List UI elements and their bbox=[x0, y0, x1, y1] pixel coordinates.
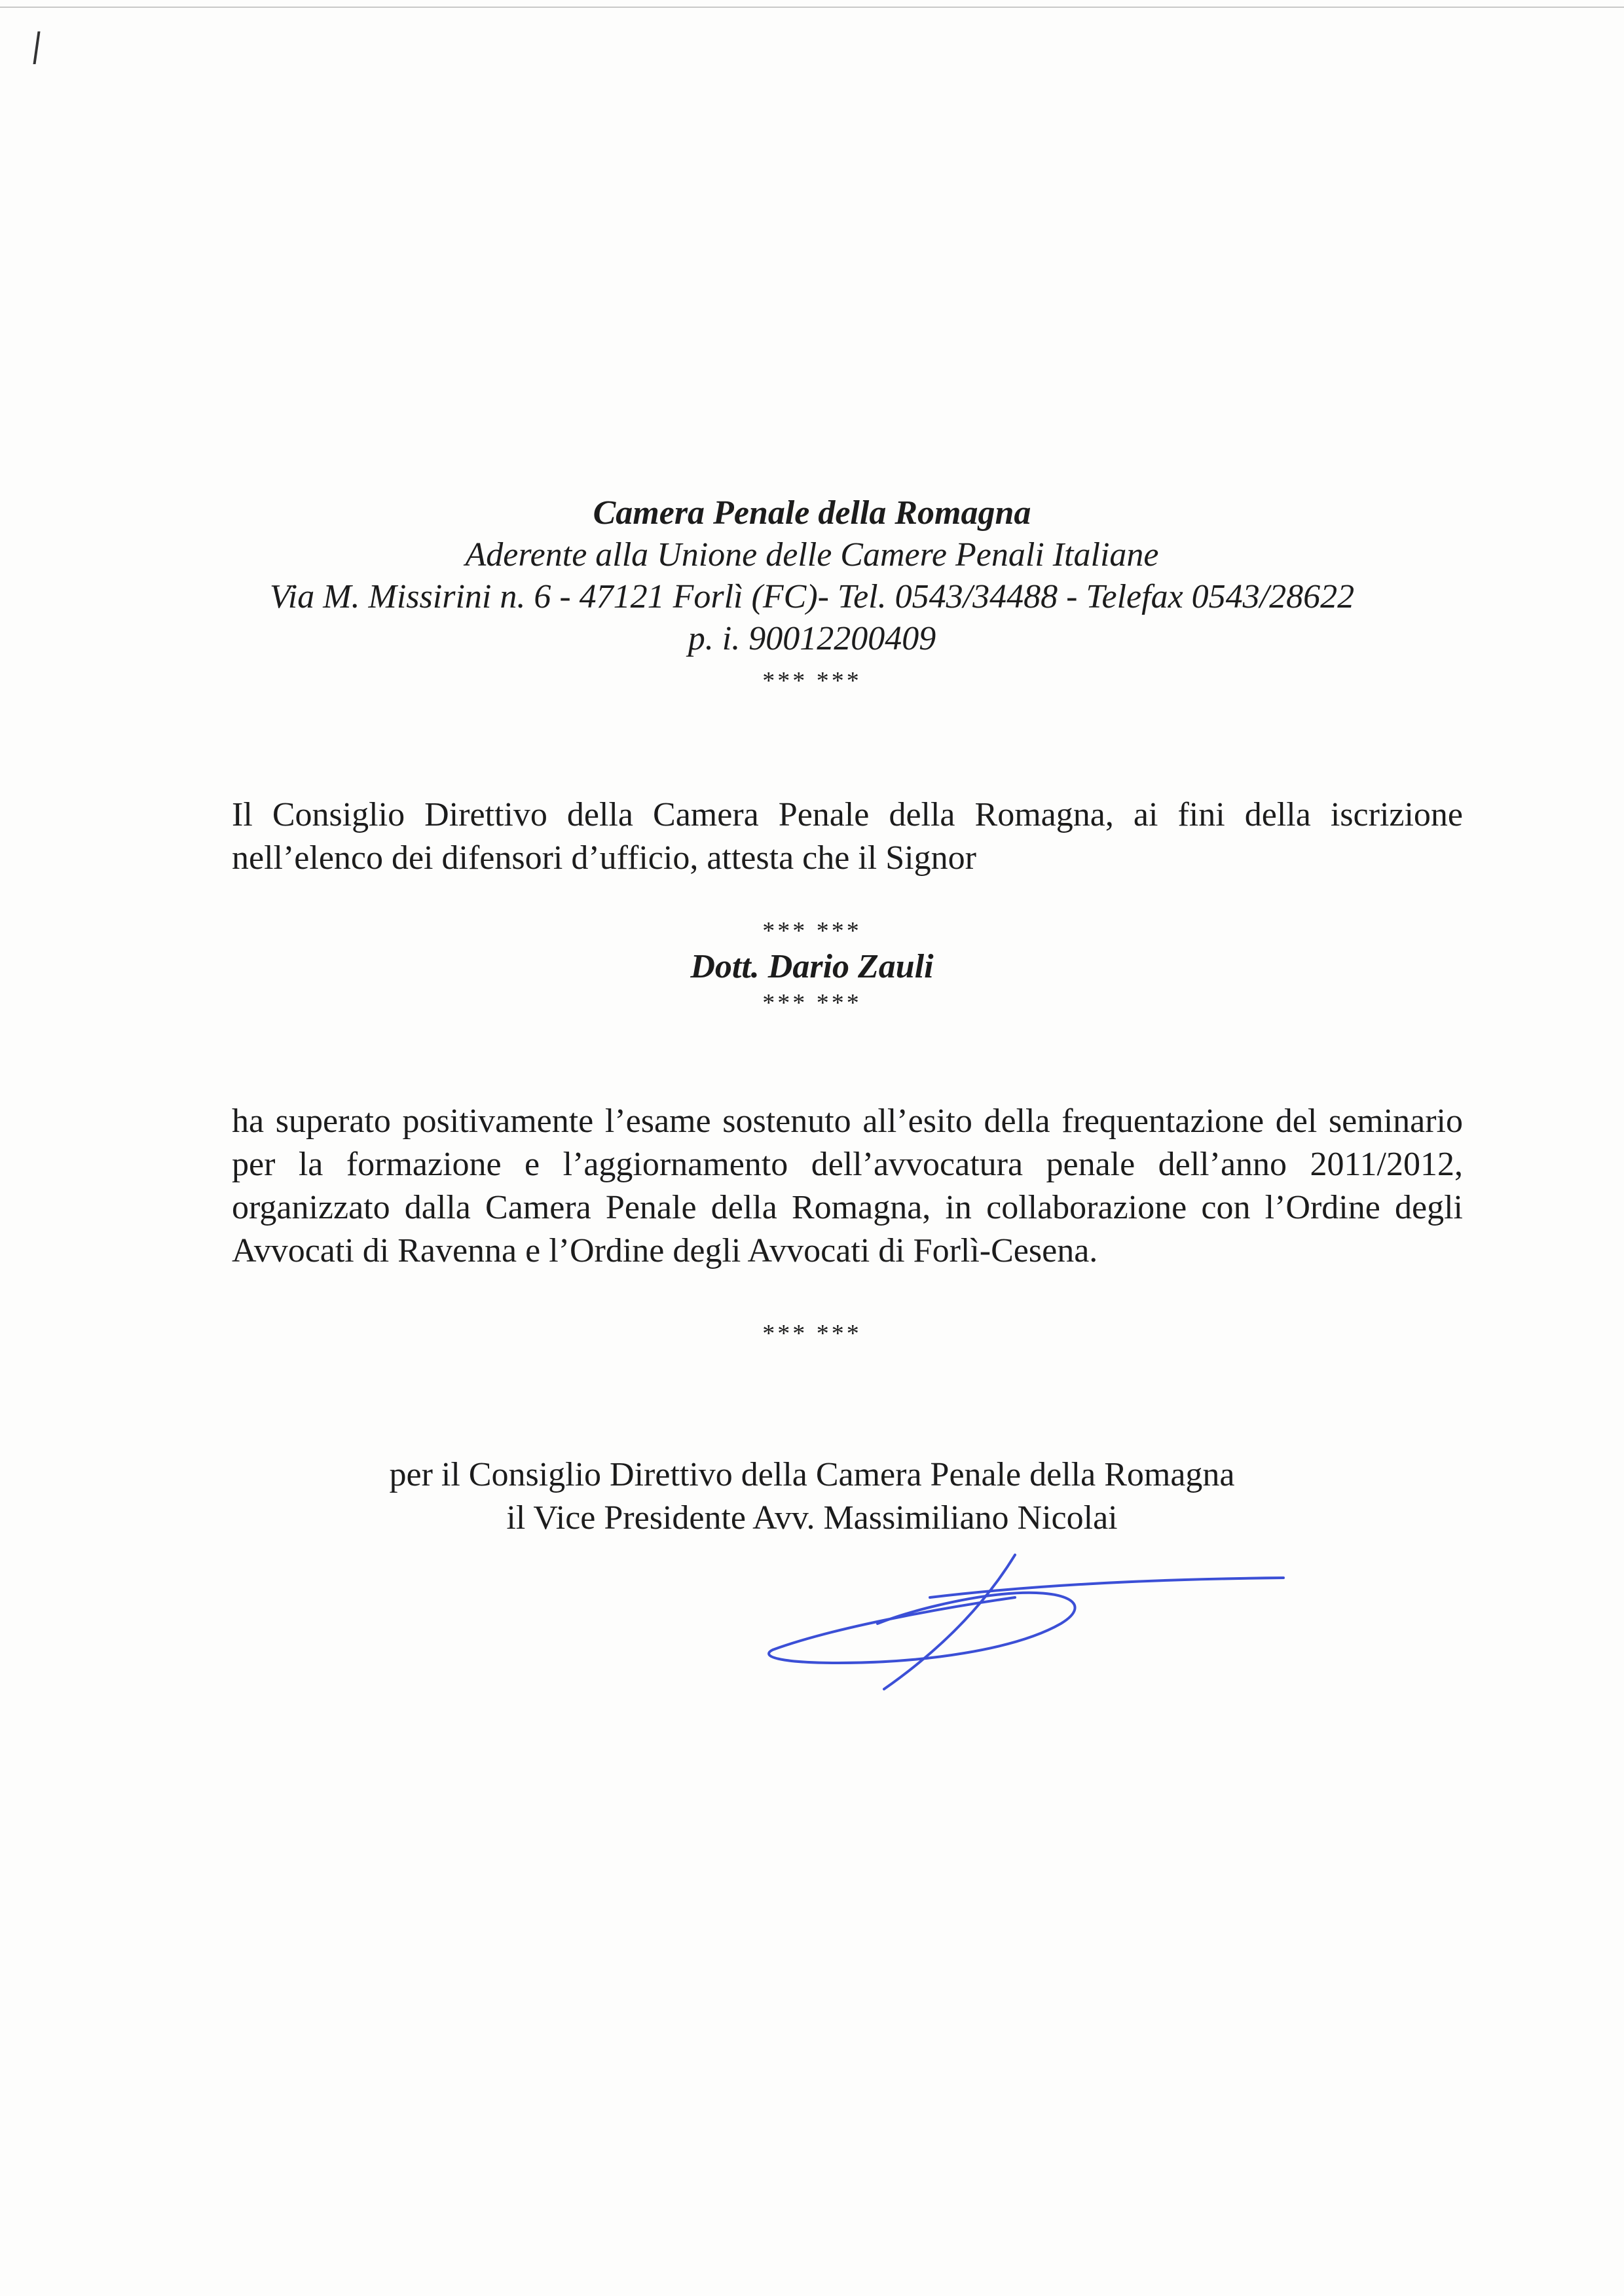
recipient-separator-below: *** *** bbox=[762, 989, 862, 1017]
recipient-block bbox=[0, 917, 1624, 1017]
letterhead bbox=[0, 492, 1624, 702]
organization-vat-number: p. i. 90012200409 bbox=[688, 620, 936, 657]
signature-stroke-loop bbox=[769, 1593, 1075, 1663]
intro-paragraph: Il Consiglio Direttivo della Camera Penale della Romagna, ai fini della iscrizione nell’elenco dei difensori d’ufficio, attesta che il Signor bbox=[232, 796, 1463, 877]
organization-name: Camera Penale della Romagna bbox=[593, 494, 1031, 532]
organization-address: Via M. Missirini n. 6 - 47121 Forlì (FC)- Tel. 0543/34488 - Telefax 0543/28622 bbox=[269, 578, 1355, 615]
statement-separator: *** *** bbox=[762, 1320, 862, 1347]
signatory-name: il Vice Presidente Avv. Massimiliano Nicolai bbox=[506, 1499, 1118, 1537]
signature-stroke-underline bbox=[930, 1578, 1283, 1597]
header-separator: *** *** bbox=[762, 667, 862, 695]
recipient-name: Dott. Dario Zauli bbox=[690, 948, 934, 985]
signatory-organization: per il Consiglio Direttivo della Camera Penale della Romagna bbox=[389, 1456, 1235, 1493]
corner-pen-mark bbox=[33, 31, 40, 64]
statement-paragraph: ha superato positivamente l’esame sostenuto all’esito della frequentazione del seminario per la formazione e l’aggiornamento dell’avvocatura penale dell’anno 2011/2012, organizzato dalla Camera Penale della Romagna, in collaborazione con l’Ordine degli Avvocati di Ravenna e l’Ordine degli Avvocati di Forlì-Cesena. bbox=[232, 1102, 1463, 1269]
page-top-edge bbox=[0, 0, 1624, 8]
organization-affiliation: Aderente alla Unione delle Camere Penali Italiane bbox=[465, 536, 1159, 574]
signature-stroke-diagonal bbox=[884, 1555, 1015, 1689]
recipient-separator-above: *** *** bbox=[762, 917, 862, 945]
statement-separator-block bbox=[0, 1319, 1624, 1348]
handwritten-signature bbox=[753, 1525, 1297, 1696]
